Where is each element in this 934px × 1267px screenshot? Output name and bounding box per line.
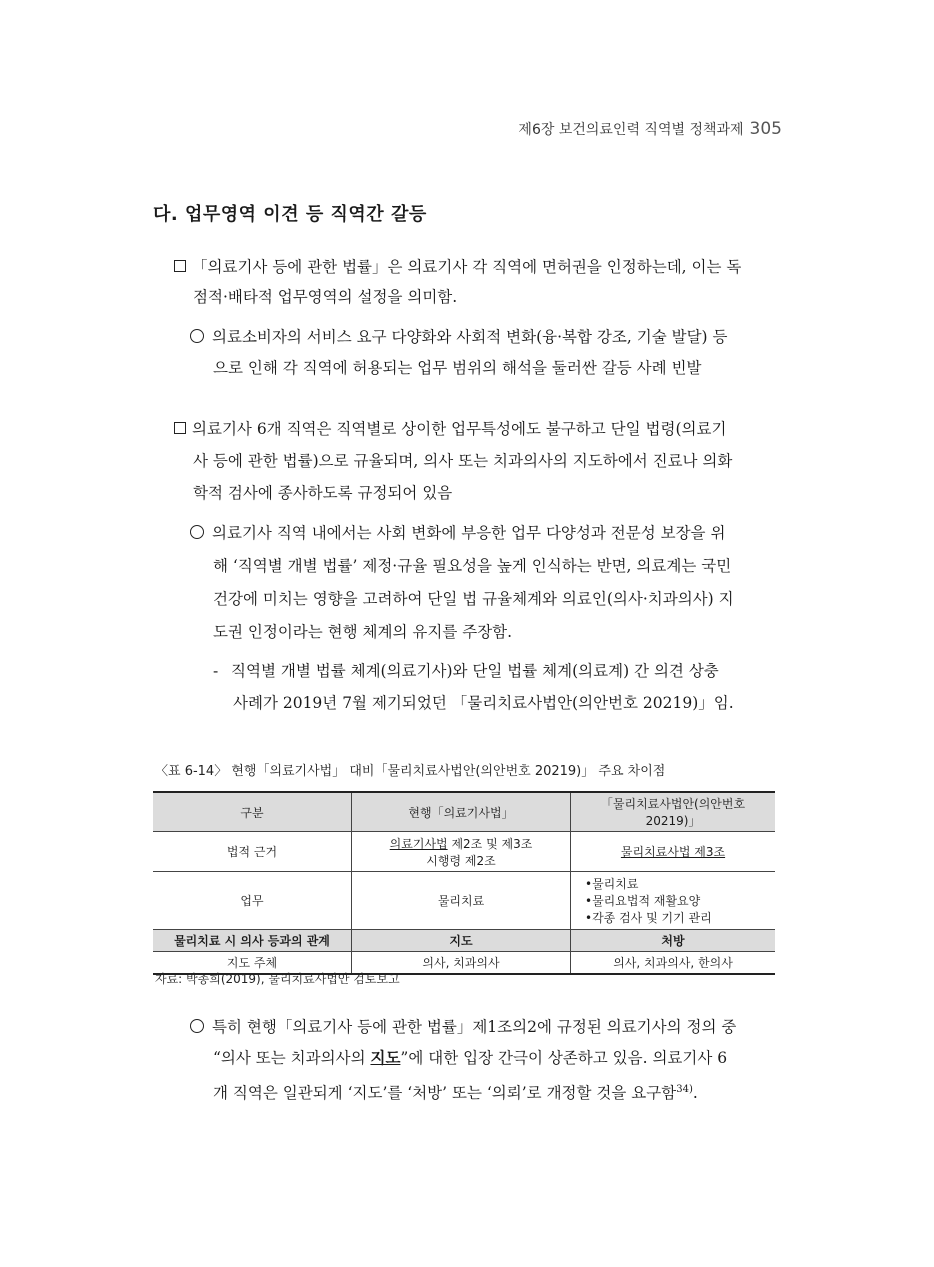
circle-bullet-icon bbox=[190, 329, 204, 343]
page-number: 305 bbox=[749, 119, 782, 139]
table-cell: 의료기사법 제2조 및 제3조 시행령 제2조 bbox=[352, 832, 571, 872]
paragraph-2-sub-line-2: 해 ‘직역별 개별 법률’ 제정·규율 필요성을 높게 인식하는 반면, 의료계는 국민 bbox=[213, 557, 732, 575]
table-header-cell: 구분 bbox=[153, 792, 352, 832]
table-cell: 법적 근거 bbox=[153, 832, 352, 872]
table-cell: 의사, 치과의사 bbox=[352, 952, 571, 975]
table-cell bbox=[571, 872, 776, 930]
paragraph-3-line-3: 개 직역은 일관되게 ‘지도’를 ‘처방’ 또는 ‘의뢰’로 개정할 것을 요구함$^{34)}$. bbox=[213, 1084, 698, 1103]
circle-bullet-icon bbox=[190, 525, 204, 539]
underlined-law-name: 의료기사법 bbox=[389, 836, 448, 851]
circle-bullet-icon bbox=[190, 1019, 204, 1033]
paragraph-2-dash-line-2: 사례가 2019년 7월 제기되었던 「물리치료사법안(의안번호 20219)」임. bbox=[233, 694, 734, 712]
table-cell: 물리치료 시 의사 등과의 관계 bbox=[153, 930, 352, 952]
table-header-cell: 현행「의료기사법」 bbox=[352, 792, 571, 832]
comparison-table bbox=[153, 791, 775, 975]
dash-bullet: - bbox=[213, 662, 219, 680]
paragraph-2-dash-line-1: - 직역별 개별 법률 체계(의료기사)와 단일 법률 체계(의료계) 간 의견 상충 bbox=[213, 656, 719, 686]
table-cell: 물리치료 bbox=[352, 872, 571, 930]
table-cell: 업무 bbox=[153, 872, 352, 930]
paragraph-1-line-1: 「의료기사 등에 관한 법률」은 의료기사 각 직역에 면허권을 인정하는데, 이는 독 bbox=[174, 252, 741, 282]
table-row bbox=[153, 832, 775, 872]
table-header-cell: 「물리치료사법안(의안번호 20219)」 bbox=[571, 792, 776, 832]
running-header bbox=[518, 119, 782, 139]
square-bullet-icon bbox=[174, 422, 186, 434]
section-title: 다. 업무영역 이견 등 직역간 갈등 bbox=[153, 204, 427, 225]
emphasized-term: 지도 bbox=[370, 1048, 401, 1067]
table-cell: 물리치료사법 제3조 bbox=[571, 832, 776, 872]
chapter-title: 제6장 보건의료인력 직역별 정책과제 bbox=[518, 122, 744, 138]
table-list-item: •물리요법적 재활요양 bbox=[585, 894, 701, 908]
paragraph-2-sub-line-1: 의료기사 직역 내에서는 사회 변화에 부응한 업무 다양성과 전문성 보장을 위 bbox=[190, 518, 725, 548]
paragraph-3-line-1: 특히 현행「의료기사 등에 관한 법률」제1조의2에 규정된 의료기사의 정의 중 bbox=[190, 1012, 736, 1042]
footnote-marker[interactable]: 34) bbox=[676, 1084, 693, 1095]
table-cell: 지도 bbox=[352, 930, 571, 952]
paragraph-2-sub-line-4: 도권 인정이라는 현행 체계의 유지를 주장함. bbox=[213, 623, 513, 641]
table-row bbox=[153, 930, 775, 952]
table-caption: 〈표 6-14〉 현행「의료기사법」 대비「물리치료사법안(의안번호 20219)」 주요 차이점 bbox=[155, 764, 666, 779]
table-cell: 처방 bbox=[571, 930, 776, 952]
paragraph-3-line-2: “의사 또는 치과의사의 지도”에 대한 입장 간극이 상존하고 있음. 의료기사 6 bbox=[213, 1048, 728, 1067]
table-list-item: •각종 검사 및 기기 관리 bbox=[585, 911, 712, 925]
table-cell: 의사, 치과의사, 한의사 bbox=[571, 952, 776, 975]
table-row bbox=[153, 872, 775, 930]
table-cell: 지도 주체 bbox=[153, 952, 352, 975]
paragraph-2-line-3: 학적 검사에 종사하도록 규정되어 있음 bbox=[193, 484, 453, 502]
paragraph-2-sub-line-3: 건강에 미치는 영향을 고려하여 단일 법 규율체계와 의료인(의사·치과의사) 지 bbox=[213, 590, 734, 608]
table-source: 자료: 박종희(2019), 물리치료사법안 검토보고 bbox=[155, 972, 400, 986]
square-bullet-icon bbox=[174, 260, 186, 272]
table-cell-line: 시행령 제2조 bbox=[426, 853, 496, 868]
table-list-item: •물리치료 bbox=[585, 877, 639, 891]
paragraph-2-line-2: 사 등에 관한 법률)으로 규율되며, 의사 또는 치과의사의 지도하에서 진료나 의화 bbox=[193, 452, 733, 470]
paragraph-2-line-1: 의료기사 6개 직역은 직역별로 상이한 업무특성에도 불구하고 단일 법령(의료기 bbox=[174, 414, 726, 444]
paragraph-1-sub-line-1: 의료소비자의 서비스 요구 다양화와 사회적 변화(융·복합 강조, 기술 발달) 등 bbox=[190, 322, 727, 352]
table-header-row bbox=[153, 792, 775, 832]
paragraph-1-line-2: 점적·배타적 업무영역의 설정을 의미함. bbox=[193, 288, 458, 306]
paragraph-1-sub-line-2: 으로 인해 각 직역에 허용되는 업무 범위의 해석을 둘러싼 갈등 사례 빈발 bbox=[213, 359, 702, 377]
